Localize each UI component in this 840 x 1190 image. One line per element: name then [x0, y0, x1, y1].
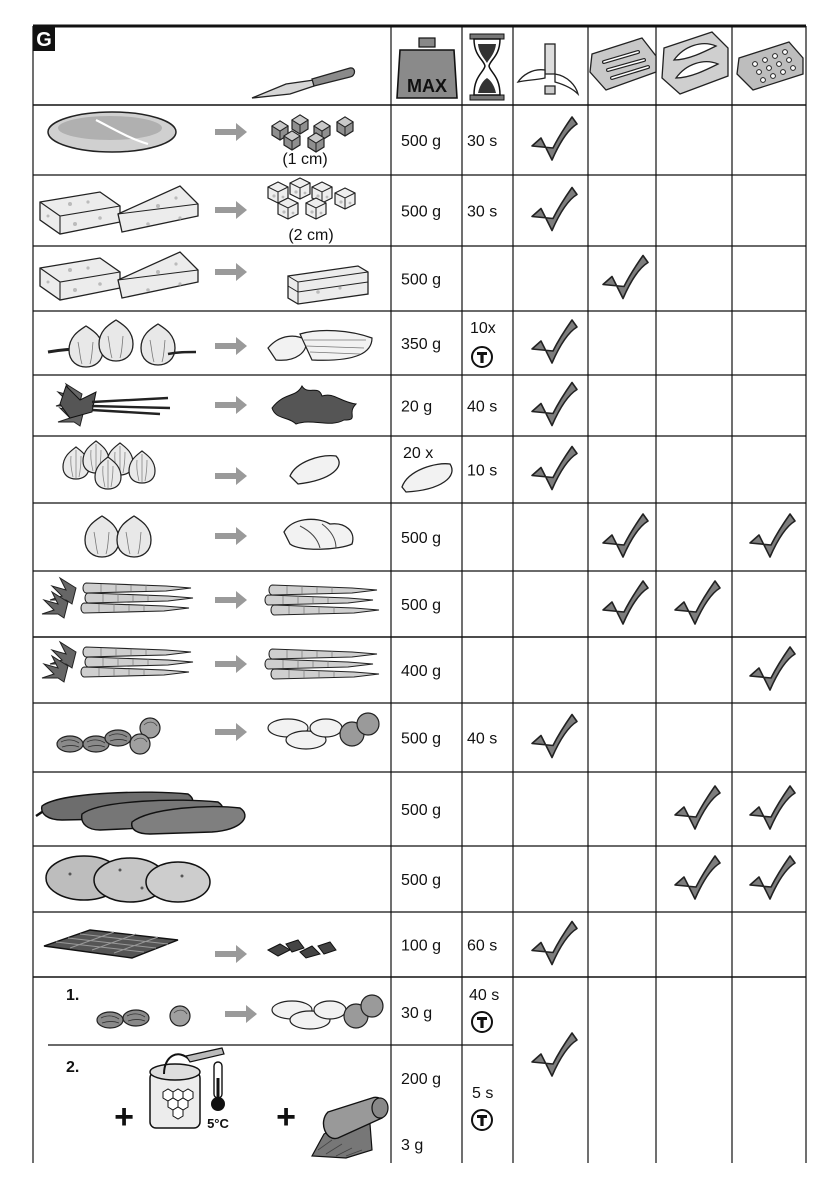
checkmark-icon — [675, 581, 720, 624]
time-label: 10x — [470, 320, 496, 337]
nuts-icon — [97, 1006, 190, 1028]
food-row-onion-slices — [85, 516, 353, 557]
potatoes-icon — [46, 856, 210, 902]
cinnamon-icon — [312, 1097, 388, 1158]
food-row-garlic — [63, 441, 339, 489]
carrot-strips-icon — [265, 585, 379, 615]
cucumbers-icon — [36, 792, 245, 834]
food-row-cucumbers — [36, 792, 245, 834]
grating-disc-icon — [737, 42, 803, 90]
shredding-disc-icon — [662, 32, 728, 94]
checkmark-icon — [532, 320, 577, 363]
quantity-label: 500 g — [401, 802, 442, 819]
knife-icon — [252, 68, 355, 98]
checkmark-icon — [603, 514, 648, 557]
food-row-onions — [48, 320, 372, 367]
food-row-step1 — [66, 987, 383, 1029]
thermometer-icon — [211, 1062, 225, 1111]
arrow-icon — [215, 123, 247, 141]
quantity-label: 200 g — [401, 1071, 442, 1088]
checkmark-icon — [532, 117, 577, 160]
diced-meat-icon — [272, 115, 353, 152]
checkmark-icon — [675, 856, 720, 899]
quantity-label: 100 g — [401, 937, 442, 955]
chocolate-bar-icon — [44, 930, 178, 958]
quantity-label: 500 g — [401, 730, 442, 748]
quantity-label: 500 g — [401, 597, 442, 614]
scale-icon — [397, 38, 457, 98]
onion-icon — [85, 516, 151, 557]
checkmark-icon — [675, 786, 720, 829]
checkmark-icon — [750, 514, 795, 557]
quantity-label: 20 x — [403, 445, 434, 462]
quantity-label: 3 g — [401, 1137, 424, 1154]
arrow-icon — [225, 1005, 257, 1023]
checkmark-icon — [532, 715, 577, 758]
arrow-icon — [215, 396, 247, 414]
turbo-button-icon — [472, 1012, 492, 1032]
checkmark-icon — [532, 447, 577, 490]
garlic-icon — [63, 441, 155, 489]
food-row-herbs — [56, 384, 356, 426]
temperature-label: 5°C — [207, 1116, 229, 1131]
checkmark-icon — [603, 256, 648, 299]
herbs-icon — [56, 384, 170, 426]
quantity-label: 30 g — [401, 1005, 433, 1022]
checkmark-icon — [603, 581, 648, 624]
step2-label: 2. — [66, 1059, 80, 1076]
food-row-cheese-slices — [40, 252, 368, 304]
carrots-icon — [42, 578, 193, 618]
arrow-icon — [215, 945, 247, 963]
checkmark-icon — [532, 383, 577, 426]
time-label: 60 s — [467, 937, 498, 955]
arrow-icon — [215, 263, 247, 281]
food-row-chocolate — [44, 930, 336, 963]
quantity-label: 350 g — [401, 336, 442, 353]
quantity-label: 400 g — [401, 663, 442, 680]
chopped-nuts-icon — [268, 713, 379, 749]
hourglass-icon — [470, 34, 504, 100]
cheese-icon — [40, 186, 198, 234]
quantity-label: 500 g — [401, 133, 442, 150]
turbo-button-icon — [472, 347, 492, 367]
arrow-icon — [215, 467, 247, 485]
size-label: (2 cm) — [288, 227, 334, 244]
table-grid — [33, 26, 806, 1163]
time-label: 40 s — [469, 987, 500, 1004]
garlic-clove-icon — [290, 456, 339, 484]
onion-icon — [48, 320, 196, 367]
time-label: 5 s — [472, 1085, 494, 1102]
nuts-icon — [57, 718, 160, 754]
arrow-icon — [215, 527, 247, 545]
checkmark-icon — [750, 856, 795, 899]
table-cells — [401, 117, 795, 1154]
chopping-blade-icon — [518, 44, 578, 94]
food-row-potatoes — [46, 856, 210, 902]
checkmark-icon — [532, 188, 577, 231]
chocolate-pieces-icon — [268, 940, 336, 958]
cheese-icon — [40, 252, 198, 300]
meat-icon — [48, 112, 176, 152]
quantity-label: 500 g — [401, 530, 442, 547]
arrow-icon — [215, 655, 247, 673]
checkmark-icon — [532, 1033, 577, 1076]
cheese-slab-icon — [288, 266, 368, 304]
quantity-label: 20 g — [401, 398, 433, 416]
checkmark-icon — [532, 922, 577, 965]
checkmark-icon — [750, 786, 795, 829]
food-row-nuts — [57, 713, 379, 754]
arrow-icon — [215, 591, 247, 609]
section-label: G — [36, 29, 52, 51]
turbo-button-icon — [472, 1110, 492, 1130]
arrow-icon — [215, 723, 247, 741]
quantity-label: 500 g — [401, 872, 442, 889]
arrow-icon — [215, 337, 247, 355]
carrots-icon — [42, 642, 193, 682]
quantity-label: 500 g — [401, 271, 442, 289]
onion-rings-icon — [284, 519, 353, 549]
chopped-nuts-icon — [272, 995, 383, 1029]
garlic-clove-icon — [402, 464, 452, 492]
time-label: 40 s — [467, 730, 498, 748]
checkmark-icon — [750, 647, 795, 690]
food-row-step2 — [66, 1048, 388, 1158]
food-row-cheese-cubes — [40, 178, 355, 234]
cheese-cubes-icon — [268, 178, 355, 219]
size-label: (1 cm) — [282, 151, 328, 168]
food-row-carrots-a — [42, 578, 379, 618]
slicing-disc-icon — [590, 38, 656, 90]
arrow-icon — [215, 201, 247, 219]
time-label: 10 s — [467, 462, 498, 480]
time-label: 30 s — [467, 203, 498, 221]
step1-label: 1. — [66, 987, 80, 1004]
time-label: 30 s — [467, 133, 498, 150]
chopped-herbs-icon — [272, 386, 356, 424]
onion-pieces-icon — [268, 331, 372, 361]
food-row-carrots-b — [42, 642, 379, 682]
time-label: 40 s — [467, 398, 498, 416]
max-label: MAX — [407, 76, 447, 96]
food-row-meat — [48, 112, 353, 152]
plus-sign: + — [276, 1098, 296, 1136]
carrot-strips-icon — [265, 649, 379, 679]
quantity-label: 500 g — [401, 203, 442, 221]
plus-sign: + — [114, 1098, 134, 1136]
